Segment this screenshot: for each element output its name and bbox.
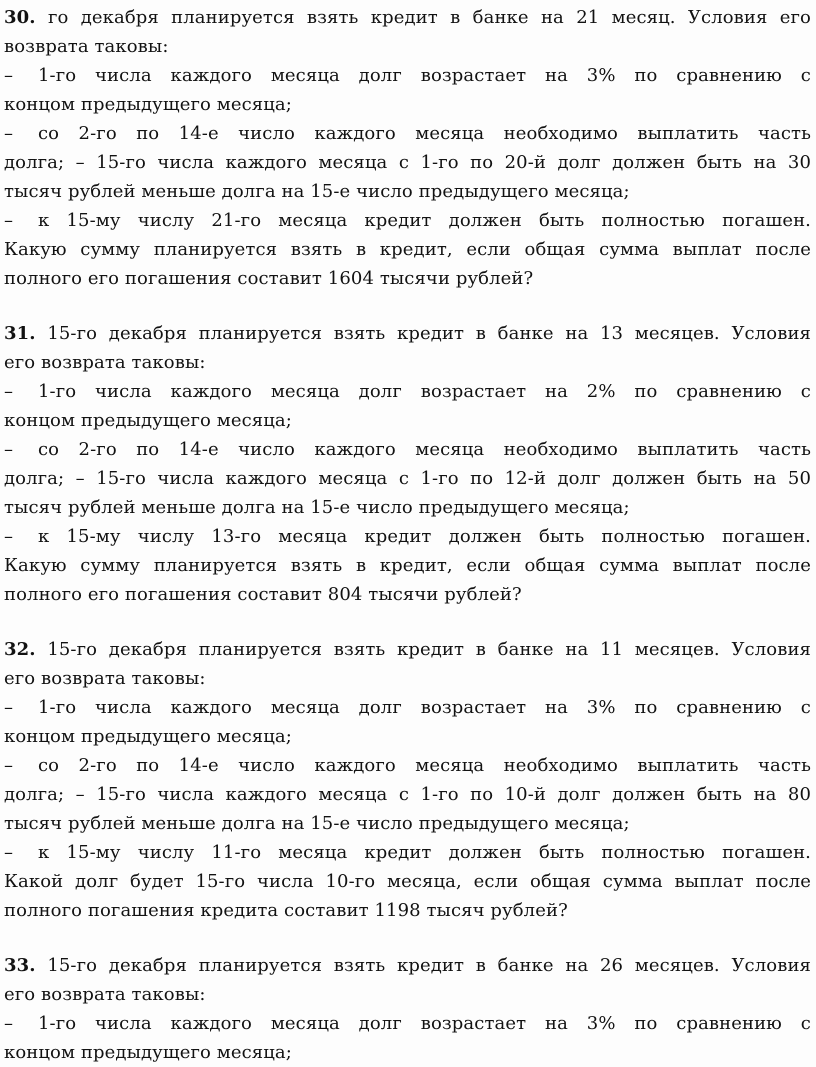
list-dash: – [4, 381, 14, 402]
text-line: Какой долг будет 15-го числа 10-го месяца, если общая сумма выплат после [4, 871, 811, 892]
text-line: – 1-го числа каждого месяца долг возрастает на 2% по сравнению с [4, 377, 811, 406]
problem-33 [4, 951, 811, 1067]
text-line: долга; – 15-го числа каждого месяца с 1-го по 10-й долг должен быть на 80 [4, 784, 811, 805]
text-line: 33. 15-го декабря планируется взять кредит в банке на 26 месяцев. Условия [4, 955, 811, 976]
text-line: концом предыдущего месяца; [4, 94, 292, 115]
list-dash: – [4, 526, 14, 547]
problem-30 [4, 3, 811, 293]
text-line: Какую сумму планируется взять в кредит, если общая сумма выплат после [4, 555, 811, 576]
text-line: Какую сумму планируется взять в кредит, если общая сумма выплат после [4, 239, 811, 260]
list-dash: – [4, 1013, 14, 1034]
problem-number: 31. [4, 323, 36, 344]
text-line: – со 2-го по 14-е число каждого месяца необходимо выплатить часть [4, 119, 811, 148]
text-line: его возврата таковы: [4, 352, 206, 373]
text-line: – 1-го числа каждого месяца долг возрастает на 3% по сравнению с [4, 1009, 811, 1038]
text-line: – 1-го числа каждого месяца долг возрастает на 3% по сравнению с [4, 61, 811, 90]
text-line: – со 2-го по 14-е число каждого месяца необходимо выплатить часть [4, 435, 811, 464]
text-line: – к 15-му числу 21-го месяца кредит должен быть полностью погашен. [4, 206, 811, 235]
list-dash: – [4, 210, 14, 231]
list-dash: – [4, 842, 14, 863]
text-line: его возврата таковы: [4, 984, 206, 1005]
text-line: полного его погашения составит 804 тысячи рублей? [4, 584, 522, 605]
list-dash: – [4, 755, 14, 776]
text-line: его возврата таковы: [4, 668, 206, 689]
problem-number: 30. [4, 7, 36, 28]
problem-number: 32. [4, 639, 36, 660]
list-dash: – [4, 697, 14, 718]
text-line: полного его погашения составит 1604 тысячи рублей? [4, 268, 534, 289]
text-line: – со 2-го по 14-е число каждого месяца необходимо выплатить часть [4, 751, 811, 780]
text-line: концом предыдущего месяца; [4, 726, 292, 747]
text-line: – 1-го числа каждого месяца долг возрастает на 3% по сравнению с [4, 693, 811, 722]
list-dash: – [4, 65, 14, 86]
text-line: – к 15-му числу 11-го месяца кредит должен быть полностью погашен. [4, 838, 811, 867]
text-line: возврата таковы: [4, 36, 169, 57]
problem-number: 33. [4, 955, 36, 976]
text-line: концом предыдущего месяца; [4, 410, 292, 431]
text-line: тысяч рублей меньше долга на 15-е число предыдущего месяца; [4, 181, 630, 202]
text-line: тысяч рублей меньше долга на 15-е число предыдущего месяца; [4, 497, 630, 518]
text-line: долга; – 15-го числа каждого месяца с 1-го по 12-й долг должен быть на 50 [4, 468, 811, 489]
text-line: 30. го декабря планируется взять кредит в банке на 21 месяц. Условия его [4, 7, 811, 28]
problem-31 [4, 319, 811, 609]
text-line: 32. 15-го декабря планируется взять кредит в банке на 11 месяцев. Условия [4, 639, 811, 660]
text-line: долга; – 15-го числа каждого месяца с 1-го по 20-й долг должен быть на 30 [4, 152, 811, 173]
list-dash: – [4, 439, 14, 460]
text-line: тысяч рублей меньше долга на 15-е число предыдущего месяца; [4, 813, 630, 834]
text-line: концом предыдущего месяца; [4, 1042, 292, 1063]
text-line: 31. 15-го декабря планируется взять кредит в банке на 13 месяцев. Условия [4, 323, 811, 344]
problem-32 [4, 635, 811, 925]
list-dash: – [4, 123, 14, 144]
text-line: – к 15-му числу 13-го месяца кредит должен быть полностью погашен. [4, 522, 811, 551]
text-line: полного погашения кредита составит 1198 тысяч рублей? [4, 900, 568, 921]
